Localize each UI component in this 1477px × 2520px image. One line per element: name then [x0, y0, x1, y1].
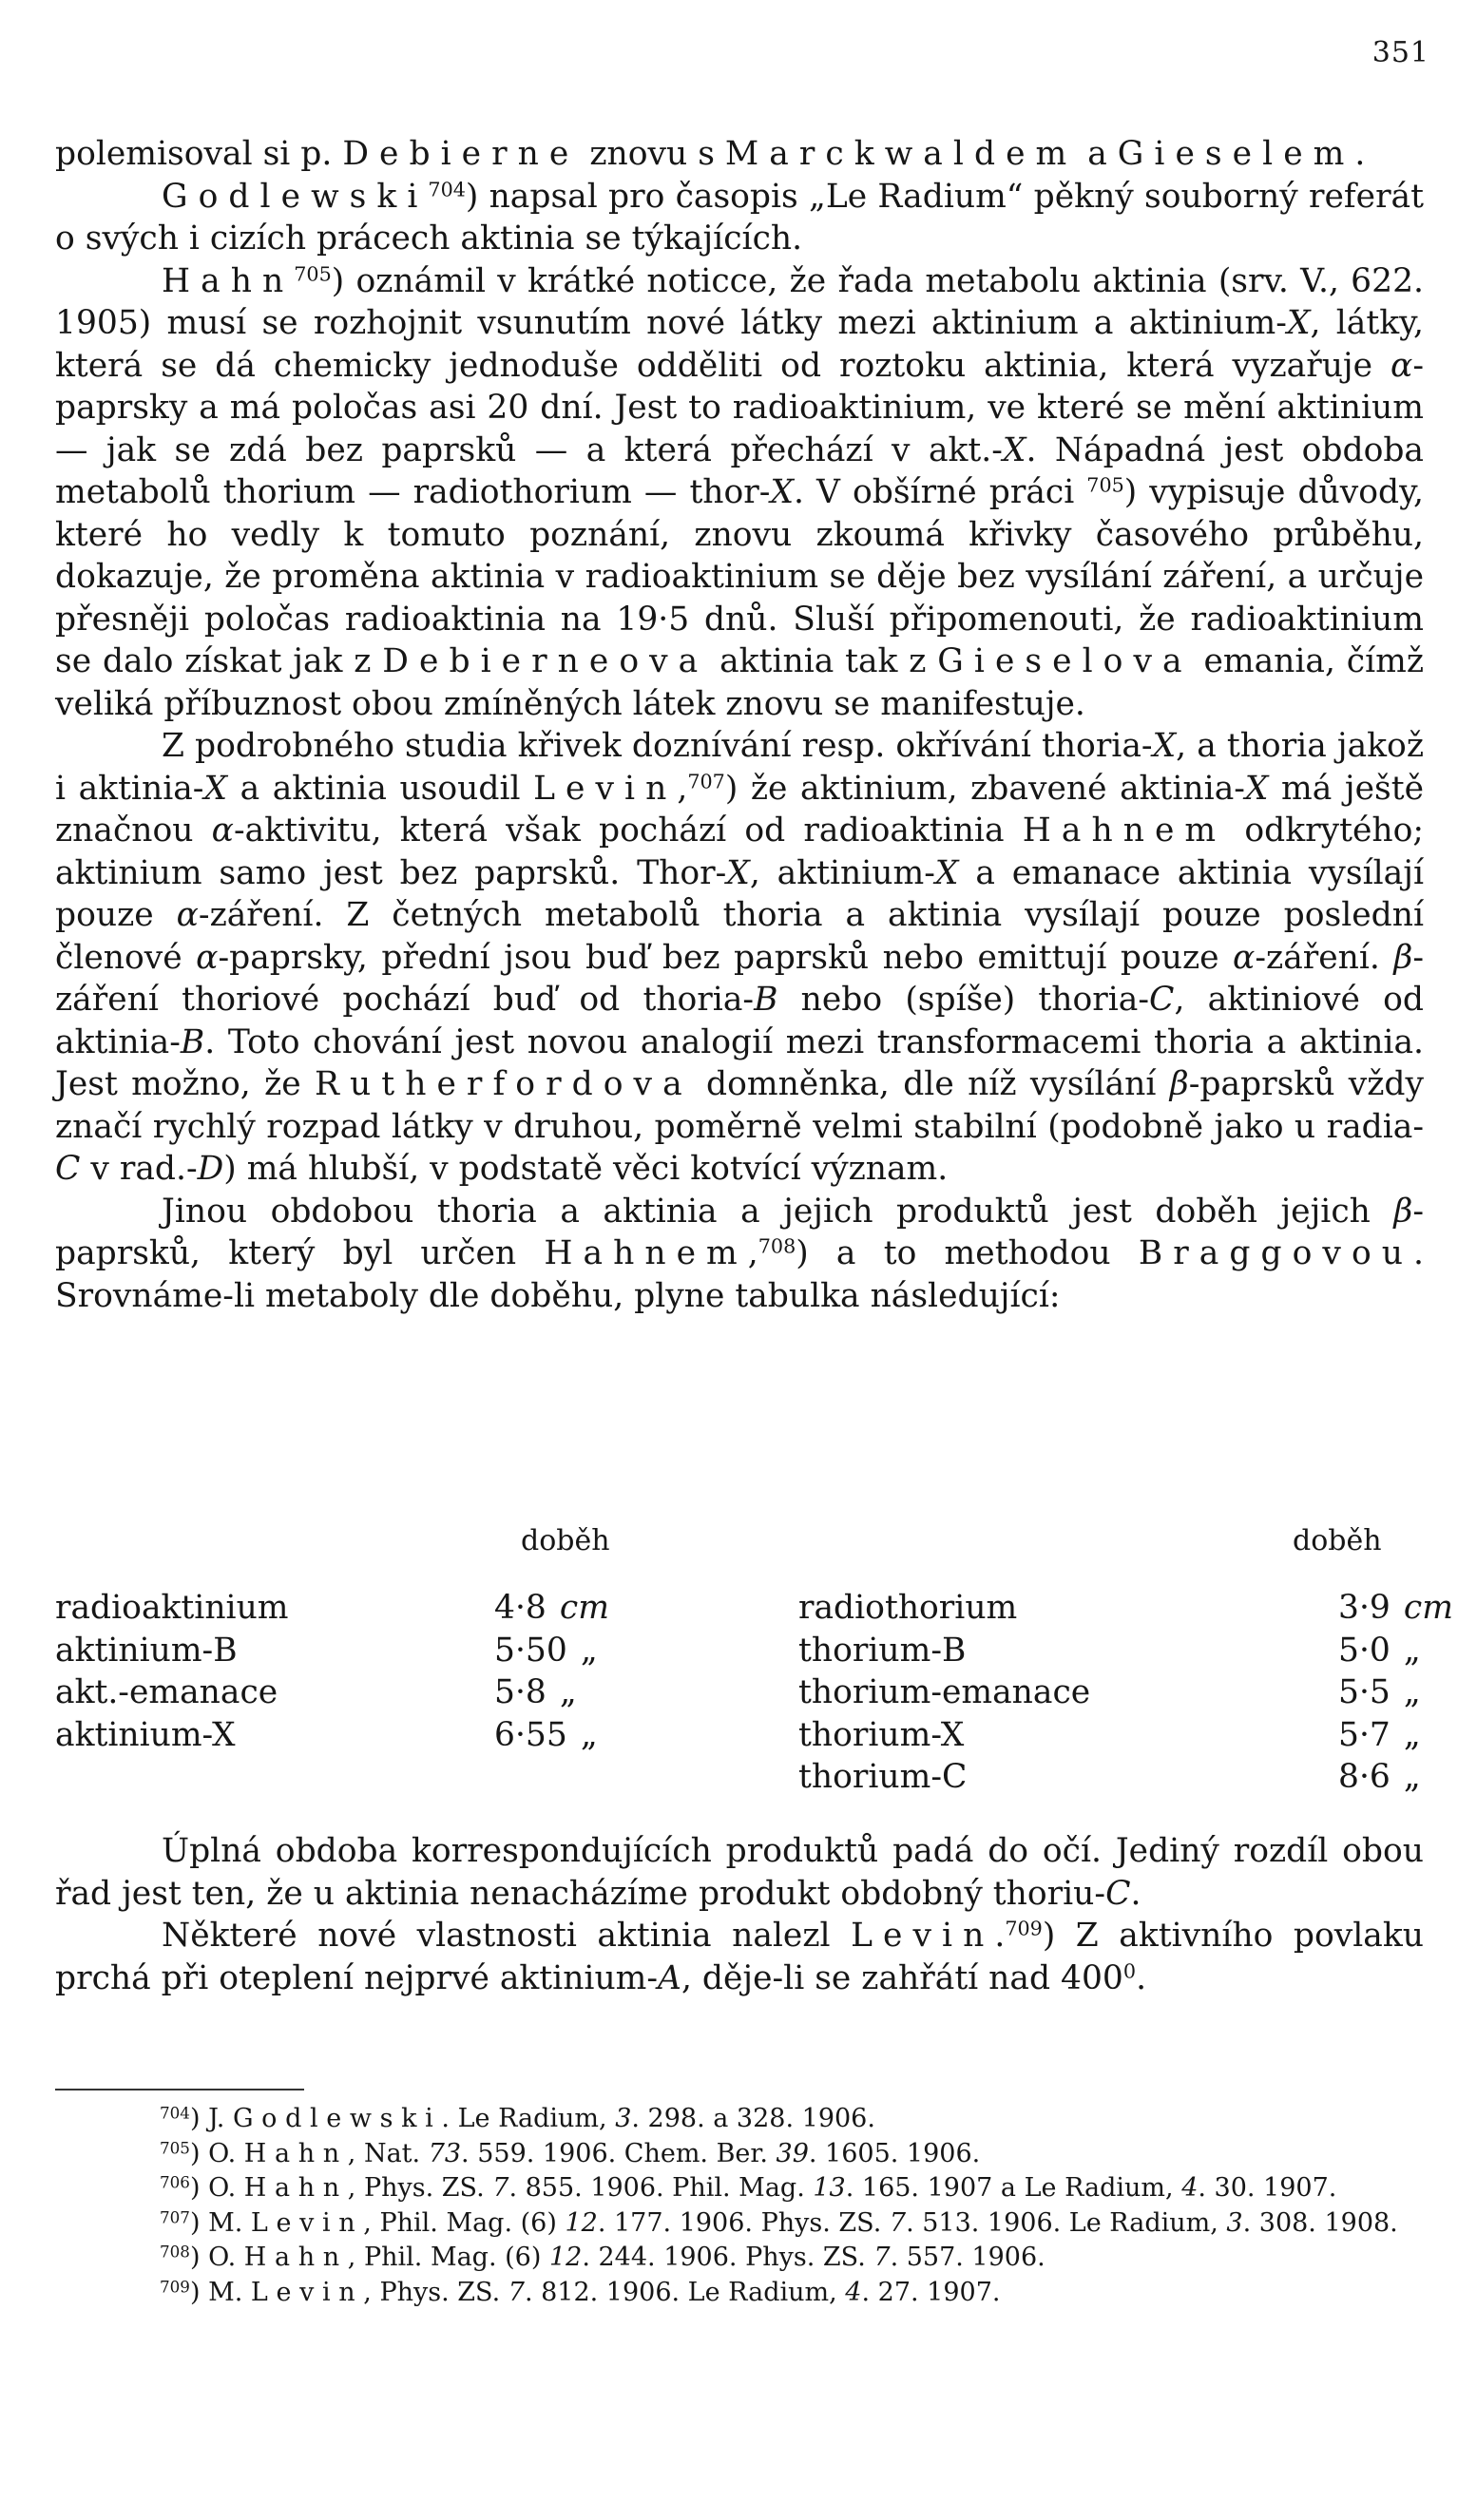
italic-text: α — [1391, 346, 1413, 385]
range-unit: „ — [1403, 1631, 1421, 1670]
substance-name: thorium-C — [798, 1758, 968, 1796]
range-value — [1338, 1756, 1421, 1799]
range-number: 5·7 — [1338, 1715, 1391, 1754]
text-run: . — [1136, 1958, 1147, 1997]
author-name: Hahn — [243, 2138, 348, 2168]
text-run: -paprsků vždy značí rychlý rozpad látky v druhou, poměrně velmi stabilní (podobně jako u radia- — [55, 1065, 1424, 1146]
table-row — [55, 1671, 720, 1714]
text-run: ) J. — [189, 2104, 233, 2133]
table-row — [55, 1587, 720, 1630]
author-name: Hahn — [162, 261, 295, 300]
text-run: , — [677, 769, 688, 808]
range-value — [1338, 1587, 1453, 1630]
text-run: . — [1130, 1874, 1141, 1913]
reference-number: 707 — [687, 770, 725, 793]
footnote-divider — [55, 2089, 304, 2090]
paragraph-p4 — [55, 725, 1424, 1191]
text-run: . 308. 1908. — [1242, 2207, 1398, 2238]
author-name: Debierneova — [382, 642, 709, 680]
body-text — [55, 133, 1424, 1317]
italic-text: X — [726, 853, 750, 892]
author-name: Levin — [250, 2277, 364, 2307]
author-name: Gieselem — [1117, 135, 1355, 173]
text-run: ) že aktinium, zbavené aktinia- — [724, 769, 1245, 808]
text-run: . — [994, 1917, 1006, 1955]
table-row — [55, 1714, 720, 1757]
range-number: 4·8 — [494, 1589, 547, 1627]
footnote-number: 705 — [160, 2138, 190, 2158]
text-run: -záření. — [1255, 938, 1394, 977]
body-text-after-table — [55, 1830, 1424, 1999]
text-run: ) vypisuje důvody, které ho vedly k tomuto poznání, znovu zkoumá křivky časového průběhu, dokazuje, že proměna aktinia v radioaktinium se děje bez vysílání záření, a určuje přesněji poločas radioaktinia na 19·5 dnů. Sluší připomenouti, že radioaktinium se dalo získat jak z — [55, 473, 1424, 680]
italic-text: β — [1393, 938, 1413, 977]
text-run: Jinou obdobou thoria a aktinia a jejich produktů jest doběh jejich — [162, 1192, 1394, 1231]
range-unit: „ — [1403, 1673, 1421, 1711]
text-run: , aktinium- — [749, 853, 935, 892]
author-name: Levin — [250, 2207, 364, 2238]
text-run: . 244. 1906. Phys. ZS. — [582, 2243, 874, 2272]
text-run: . 27. 1907. — [861, 2277, 1001, 2307]
italic-text: 7 — [492, 2173, 509, 2203]
text-run: , a thoria jakož i aktinia- — [55, 727, 1424, 808]
text-run: domněnka, dle níž vysílání — [692, 1065, 1170, 1103]
range-unit: cm — [1403, 1589, 1453, 1627]
italic-text: α — [211, 811, 234, 850]
text-run: , Phil. Mag. (6) — [347, 2243, 549, 2272]
text-run: ) O. — [189, 2243, 244, 2272]
footnote-fn706 — [55, 2171, 1424, 2206]
range-number: 6·55 — [494, 1715, 567, 1754]
reference-number: 704 — [428, 178, 466, 201]
text-run: polemisoval si p. — [55, 135, 343, 173]
text-run: , aktiniové od aktinia- — [55, 981, 1424, 1061]
range-unit: „ — [1403, 1715, 1421, 1754]
table-column-actinium — [55, 1587, 720, 1756]
italic-text: 7 — [508, 2277, 525, 2307]
italic-text: 3 — [615, 2104, 632, 2133]
reference-number: 708 — [758, 1234, 796, 1258]
footnote-number: 709 — [160, 2277, 190, 2297]
range-number: 5·5 — [1338, 1673, 1391, 1711]
substance-name: thorium-X — [798, 1715, 965, 1754]
author-name: Rutherfordova — [315, 1065, 693, 1103]
italic-text: 13 — [813, 2173, 846, 2203]
italic-text: B — [754, 981, 778, 1019]
text-run: . 177. 1906. Phys. ZS. — [597, 2207, 890, 2238]
range-unit: „ — [1403, 1758, 1421, 1796]
text-run: . — [1354, 135, 1366, 173]
italic-text: C — [55, 1150, 81, 1188]
table-row — [798, 1714, 1464, 1757]
footnote-fn704 — [55, 2102, 1424, 2137]
text-run: -paprsky, přední jsou buď bez paprsků nebo emittují pouze — [218, 938, 1234, 977]
paragraph-p6 — [55, 1830, 1424, 1915]
author-name: Hahnem — [544, 1234, 748, 1272]
author-name: Hahn — [243, 2243, 348, 2272]
text-run: ) M. — [189, 2207, 251, 2238]
text-run: ) a to methodou — [796, 1234, 1139, 1272]
range-unit: cm — [559, 1589, 609, 1627]
paragraph-p1 — [55, 133, 1424, 176]
range-number: 5·8 — [494, 1673, 547, 1711]
substance-name: thorium-emanace — [798, 1673, 1091, 1711]
footnote-number: 708 — [160, 2242, 190, 2262]
italic-text: X — [934, 853, 959, 892]
italic-text: X — [1244, 769, 1269, 808]
text-run: a aktinia usoudil — [227, 769, 534, 808]
table-row — [55, 1630, 720, 1672]
range-number: 5·50 — [494, 1631, 567, 1670]
reference-number: 709 — [1005, 1917, 1043, 1940]
substance-name: akt.-emanace — [55, 1673, 278, 1711]
italic-text: 39 — [776, 2138, 809, 2168]
footnote-number: 706 — [160, 2172, 190, 2192]
author-name: Godlewski — [162, 177, 429, 216]
italic-text: X — [203, 769, 228, 808]
range-value — [494, 1671, 577, 1714]
text-run: . 557. 1906. — [890, 2243, 1045, 2272]
range-number: 5·0 — [1338, 1631, 1391, 1670]
text-run: , Phys. ZS. — [347, 2173, 493, 2203]
text-run: , děje-li se zahřátí nad 400 — [681, 1958, 1123, 1997]
reference-number: 0 — [1122, 1959, 1137, 1983]
range-table — [55, 1520, 1453, 1796]
footnotes — [55, 2102, 1424, 2310]
text-run: , Nat. — [347, 2138, 429, 2168]
text-run: ) napsal pro časopis „Le Radium“ pěkný souborný referát o svých i cizích prácech aktinia se týkajících. — [55, 177, 1424, 258]
text-run: , Phil. Mag. (6) — [363, 2207, 566, 2238]
table-row — [798, 1671, 1464, 1714]
italic-text: 12 — [548, 2243, 583, 2272]
footnote-fn705 — [55, 2137, 1424, 2172]
italic-text: α — [196, 938, 219, 977]
text-run: -záření. Z četných metabolů thoria a aktinia vysílají pouze poslední členové — [55, 896, 1424, 977]
text-run: a emanace aktinia vysílají pouze — [55, 853, 1424, 934]
italic-text: 3 — [1226, 2207, 1243, 2238]
text-run: . Toto chování jest novou analogií mezi transformacemi thoria a aktinia. Jest možno, že — [55, 1022, 1424, 1103]
italic-text: X — [1002, 430, 1026, 469]
text-run: . 855. 1906. Phil. Mag. — [508, 2173, 814, 2203]
substance-name: thorium-B — [798, 1631, 967, 1670]
range-unit: „ — [559, 1673, 577, 1711]
range-unit: „ — [580, 1631, 598, 1670]
author-name: Hahnem — [1022, 811, 1227, 850]
table-row — [798, 1630, 1464, 1672]
italic-text: X — [1152, 727, 1177, 765]
substance-name: aktinium-X — [55, 1715, 236, 1754]
text-run: . 165. 1907 a Le Radium, — [845, 2173, 1182, 2203]
italic-text: 73 — [428, 2138, 462, 2168]
range-value — [494, 1630, 598, 1672]
paragraph-p5 — [55, 1191, 1424, 1318]
text-run: . Nápadná jest obdoba metabolů thorium — radiothorium — thor- — [55, 430, 1424, 511]
table-header-left: doběh — [521, 1524, 610, 1557]
table-column-thorium — [798, 1587, 1464, 1799]
range-number: 8·6 — [1338, 1758, 1391, 1796]
italic-text: 4 — [1181, 2173, 1199, 2203]
text-run: , látky, která se dá chemicky jednoduše odděliti od roztoku aktinia, která vyzařuje — [55, 304, 1424, 385]
text-run: . 298. a 328. 1906. — [631, 2104, 875, 2133]
text-run: aktinia tak z — [708, 642, 938, 680]
text-run: -paprsků, který byl určen — [55, 1192, 1424, 1272]
text-run: Z podrobného studia křivek doznívání resp. okřívání thoria- — [162, 727, 1153, 765]
range-value — [494, 1587, 609, 1630]
range-value — [1338, 1630, 1421, 1672]
text-run: . V obšírné práci — [794, 473, 1087, 511]
paragraph-p3 — [55, 260, 1424, 726]
text-run: . 559. 1906. Chem. Ber. — [461, 2138, 777, 2168]
author-name: Levin — [533, 769, 678, 808]
italic-text: 7 — [873, 2243, 891, 2272]
text-run: -aktivitu, která však pochází od radioaktinia — [233, 811, 1023, 850]
range-unit: „ — [580, 1715, 598, 1754]
text-run: nebo (spíše) thoria- — [777, 981, 1150, 1019]
italic-text: D — [197, 1150, 224, 1188]
range-number: 3·9 — [1338, 1589, 1391, 1627]
italic-text: C — [1149, 981, 1175, 1019]
italic-text: X — [1286, 304, 1311, 342]
table-header — [55, 1520, 1424, 1563]
text-run: má ještě značnou — [55, 769, 1424, 850]
italic-text: A — [658, 1958, 681, 1997]
text-run: . Srovnáme-li metaboly dle doběhu, plyne tabulka následující: — [55, 1234, 1425, 1315]
footnote-fn709 — [55, 2276, 1424, 2311]
author-name: Marckwaldem — [724, 135, 1078, 173]
table-header-right: doběh — [1293, 1524, 1382, 1557]
text-run: ) O. — [189, 2138, 244, 2168]
reference-number: 705 — [294, 262, 332, 286]
italic-text: B — [180, 1022, 205, 1061]
author-name: Gieselova — [937, 642, 1193, 680]
text-run: . 30. 1907. — [1198, 2173, 1337, 2203]
range-value — [1338, 1671, 1421, 1714]
text-run: -paprsky a má poločas asi 20 dní. Jest to radioaktinium, ve které se mění aktinium — jak se zdá bez paprsků — a která přechází v akt.- — [55, 346, 1424, 469]
text-run: ) oznámil v krátké noticce, že řada metabolu aktinia (srv. V., 622. 1905) musí se rozhojnit vsunutím nové látky mezi aktinium a aktinium- — [55, 261, 1424, 342]
italic-text: α — [1233, 938, 1256, 977]
author-name: Levin — [851, 1917, 995, 1955]
italic-text: β — [1393, 1192, 1413, 1231]
text-run: , — [747, 1234, 758, 1272]
text-run: Úplná obdoba korrespondujících produktů padá do očí. Jediný rozdíl obou řad jest ten, že u aktinia nenacházíme produkt obdobný thoriu- — [55, 1832, 1424, 1913]
italic-text: β — [1169, 1065, 1189, 1103]
text-run: Některé nové vlastnosti aktinia nalezl — [162, 1917, 852, 1955]
text-run: -záření thoriové pochází buď od thoria- — [55, 938, 1424, 1019]
author-name: Hahn — [243, 2173, 348, 2203]
substance-name: aktinium-B — [55, 1631, 238, 1670]
italic-text: 4 — [845, 2277, 862, 2307]
text-run: . 1605. 1906. — [808, 2138, 981, 2168]
substance-name: radioaktinium — [55, 1589, 289, 1627]
text-run: znovu s — [579, 135, 725, 173]
author-name: Godlewski — [232, 2104, 442, 2133]
footnote-number: 707 — [160, 2207, 190, 2227]
text-run: . 513. 1906. Le Radium, — [906, 2207, 1227, 2238]
table-row — [798, 1756, 1464, 1799]
text-run: ) má hlubší, v podstatě věci kotvící význam. — [223, 1150, 949, 1188]
text-run: . Le Radium, — [441, 2104, 616, 2133]
page-number: 351 — [1372, 36, 1429, 69]
text-run: . 812. 1906. Le Radium, — [524, 2277, 846, 2307]
range-value — [1338, 1714, 1421, 1757]
text-run: emania, čímž veliká příbuznost obou zmíněných látek znovu se manifestuje. — [55, 642, 1425, 723]
text-run: ) M. — [189, 2277, 251, 2307]
substance-name: radiothorium — [798, 1589, 1018, 1627]
text-run: ) O. — [189, 2173, 244, 2203]
range-value — [494, 1714, 598, 1757]
footnote-number: 704 — [160, 2103, 190, 2123]
table-row — [798, 1587, 1464, 1630]
italic-text: 12 — [565, 2207, 598, 2238]
text-run: odkrytého; aktinium samo jest bez paprsků. Thor- — [55, 811, 1424, 892]
author-name: Debierne — [342, 135, 580, 173]
italic-text: X — [770, 473, 795, 511]
paragraph-p7 — [55, 1915, 1424, 1999]
text-run: ) Z aktivního povlaku prchá při oteplení nejprvé aktinium- — [55, 1917, 1424, 1997]
footnote-fn707 — [55, 2206, 1424, 2242]
italic-text: α — [176, 896, 199, 934]
paragraph-p2 — [55, 176, 1424, 260]
text-run: , Phys. ZS. — [363, 2277, 508, 2307]
italic-text: C — [1105, 1874, 1131, 1913]
reference-number: 705 — [1086, 473, 1124, 497]
italic-text: 7 — [889, 2207, 907, 2238]
text-run: v rad.- — [80, 1150, 198, 1188]
author-name: Braggovou — [1138, 1234, 1414, 1272]
text-run: a — [1077, 135, 1118, 173]
footnote-fn708 — [55, 2241, 1424, 2276]
